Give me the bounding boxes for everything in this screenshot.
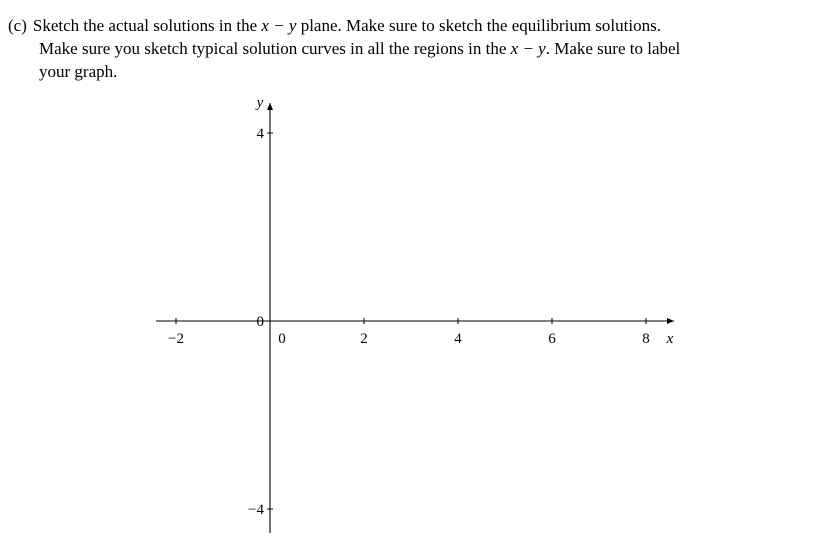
- line1-text-b: plane. Make sure to sketch the equilibrium solutions.: [296, 16, 661, 35]
- y-tick-label: 4: [256, 126, 264, 142]
- x-tick-label: 2: [360, 331, 368, 347]
- line3-text: your graph.: [39, 62, 118, 81]
- x-axis-label: x: [666, 331, 674, 347]
- x-tick-label: 8: [642, 331, 650, 347]
- y-axis-label: y: [256, 95, 264, 111]
- line1-text-a: Sketch the actual solutions in the: [32, 16, 262, 35]
- line2-text-a: Make sure you sketch typical solution curves in all the regions in the: [39, 39, 511, 58]
- part-label: (c): [8, 16, 27, 35]
- y-tick-label: 0: [256, 314, 264, 330]
- line1-math: x − y: [261, 16, 297, 35]
- x-tick-label: 0: [278, 331, 286, 347]
- y-tick-label: −4: [248, 502, 264, 518]
- x-tick-label: 6: [548, 331, 556, 347]
- x-tick-label: −2: [168, 331, 184, 347]
- x-tick-label: 4: [454, 331, 462, 347]
- line2-math: x − y: [510, 39, 546, 58]
- line2-text-b: . Make sure to label: [545, 39, 681, 58]
